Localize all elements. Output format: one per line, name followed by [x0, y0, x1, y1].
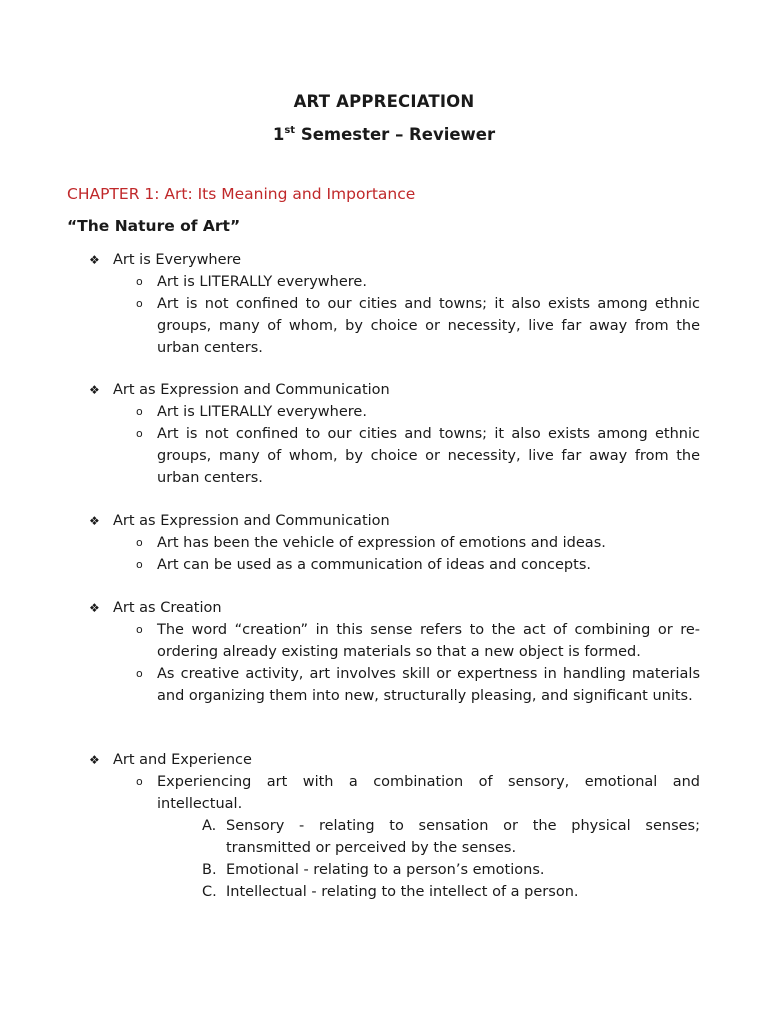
list-item: Experiencing art with a combination of sensory, emotional and intellectual.	[157, 774, 700, 812]
lettered-marker: C.	[202, 884, 217, 900]
diamond-bullet-icon: ❖	[89, 514, 100, 528]
lettered-marker: B.	[202, 862, 217, 878]
diamond-bullet-icon: ❖	[89, 601, 100, 615]
list-item: Art can be used as a communication of ideas and concepts.	[157, 557, 591, 573]
list-item: Art has been the vehicle of expression of emotions and ideas.	[157, 535, 606, 551]
lettered-item: Emotional - relating to a person’s emotions.	[226, 862, 545, 878]
circle-bullet-icon: o	[136, 427, 143, 440]
document-title: ART APPRECIATION	[293, 92, 475, 111]
list-item: Art is not confined to our cities and towns; it also exists among ethnic groups, many of whom, by choice or necessity, live far away from the urban centers.	[157, 426, 700, 486]
list-item: The word “creation” in this sense refers to the act of combining or re-ordering already existing materials so that a new object is formed.	[157, 622, 700, 660]
list-item: Art is LITERALLY everywhere.	[157, 404, 367, 420]
lettered-item: Sensory - relating to sensation or the physical senses; transmitted or perceived by the senses.	[226, 818, 700, 856]
section-label: Art as Creation	[113, 600, 222, 616]
section-label: Art as Expression and Communication	[113, 513, 390, 529]
subtitle-ordinal: 1	[272, 125, 285, 144]
chapter-heading: CHAPTER 1: Art: Its Meaning and Importance	[67, 185, 416, 203]
list-item: Art is LITERALLY everywhere.	[157, 274, 367, 290]
circle-bullet-icon: o	[136, 536, 143, 549]
section-heading: “The Nature of Art”	[67, 217, 241, 235]
subtitle-ordinal-suffix: st	[284, 125, 296, 136]
lettered-marker: A.	[202, 818, 217, 834]
lettered-item: Intellectual - relating to the intellect of a person.	[226, 884, 579, 900]
diamond-bullet-icon: ❖	[89, 753, 100, 767]
circle-bullet-icon: o	[136, 667, 143, 680]
list-item: As creative activity, art involves skill or expertness in handling materials and organizing them into new, structurally pleasing, and significant units.	[157, 666, 700, 704]
diamond-bullet-icon: ❖	[89, 383, 100, 397]
circle-bullet-icon: o	[136, 297, 143, 310]
list-item: Art is not confined to our cities and towns; it also exists among ethnic groups, many of whom, by choice or necessity, live far away from the urban centers.	[157, 296, 700, 356]
circle-bullet-icon: o	[136, 275, 143, 288]
subtitle-text: Semester – Reviewer	[300, 125, 496, 144]
circle-bullet-icon: o	[136, 405, 143, 418]
circle-bullet-icon: o	[136, 558, 143, 571]
circle-bullet-icon: o	[136, 775, 143, 788]
section-label: Art as Expression and Communication	[113, 382, 390, 398]
circle-bullet-icon: o	[136, 623, 143, 636]
section-label: Art is Everywhere	[113, 252, 242, 268]
diamond-bullet-icon: ❖	[89, 253, 100, 267]
document-subtitle	[0, 125, 768, 144]
section-label: Art and Experience	[113, 752, 252, 768]
